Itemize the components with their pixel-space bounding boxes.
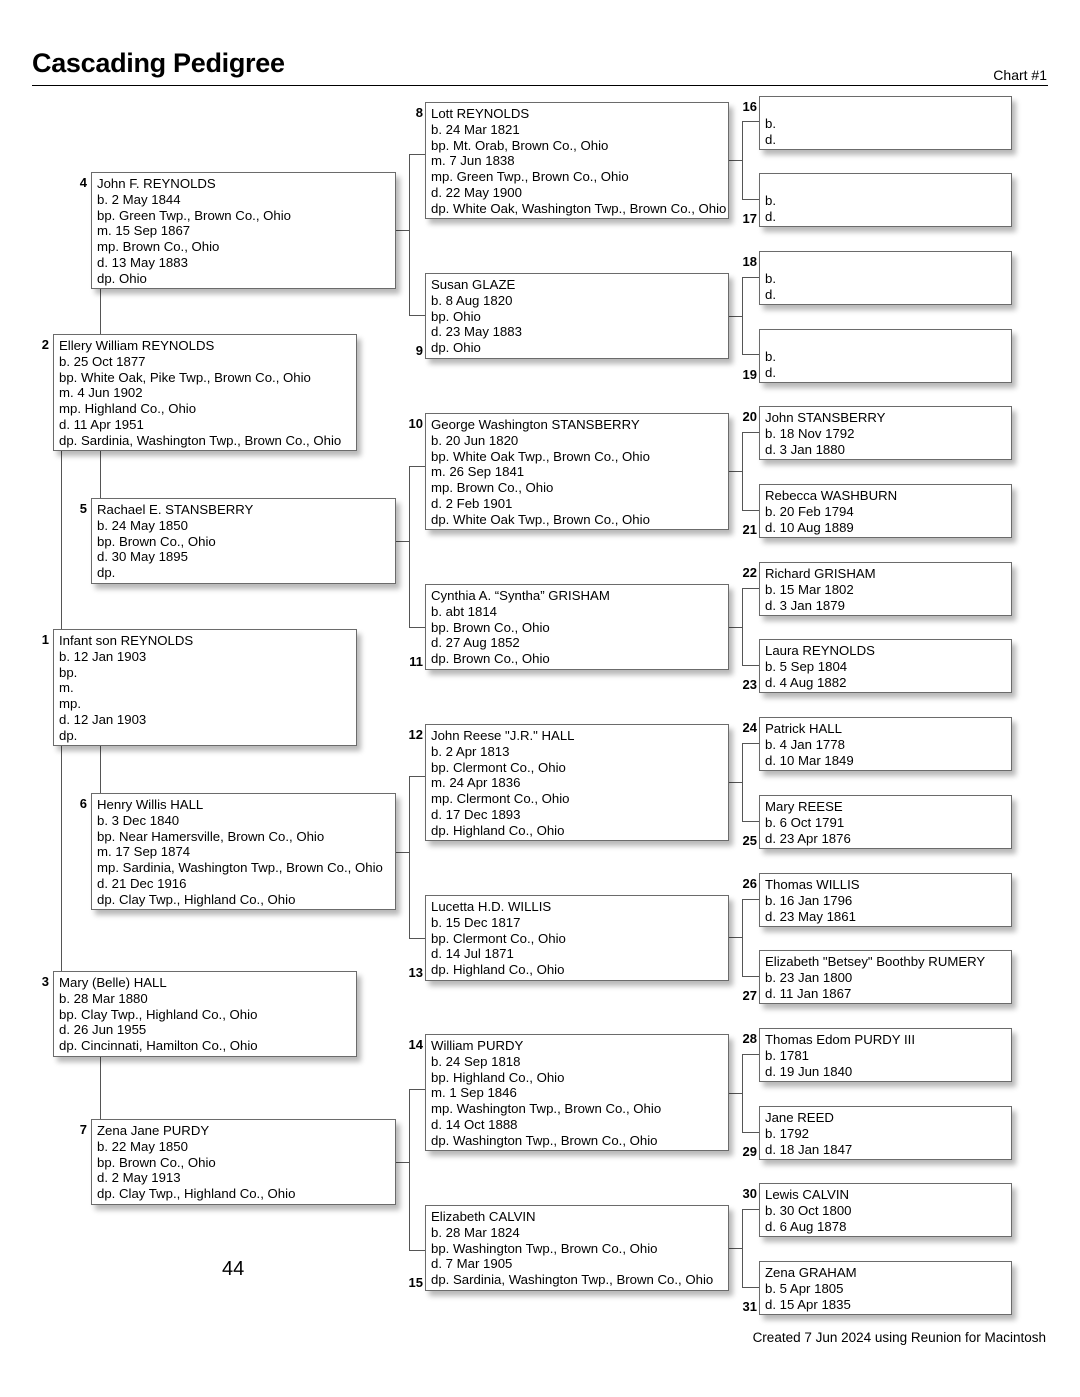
- ahnentafel-number: 15: [408, 1275, 423, 1290]
- person-detail: b. 1781: [765, 1047, 809, 1063]
- person-detail: mp. Clermont Co., Ohio: [431, 791, 570, 807]
- ahnentafel-number: 3: [41, 974, 49, 989]
- ahnentafel-number: 22: [742, 565, 757, 580]
- person-detail: d.: [765, 364, 776, 380]
- title-rule: [32, 85, 1048, 86]
- person-name: Infant son REYNOLDS: [59, 633, 194, 648]
- person-box: [425, 584, 729, 670]
- ahnentafel-number: 1: [41, 632, 49, 647]
- person-box: [91, 793, 396, 910]
- connector-line: [742, 743, 743, 821]
- ahnentafel-number: 25: [742, 833, 757, 848]
- person-detail: d. 23 Apr 1876: [765, 830, 851, 846]
- ahnentafel-number: 30: [742, 1186, 757, 1201]
- connector-line: [100, 289, 101, 335]
- ahnentafel-number: 4: [79, 175, 87, 190]
- connector-line: [742, 588, 743, 665]
- person-detail: d. 23 May 1883: [431, 324, 522, 340]
- chart-number: Chart #1: [993, 67, 1047, 83]
- person-detail: m. 24 Apr 1836: [431, 775, 521, 791]
- connector-line: [742, 1209, 759, 1210]
- person-detail: mp. Sardinia, Washington Twp., Brown Co., Ohio: [97, 860, 383, 876]
- ahnentafel-number: 23: [742, 677, 757, 692]
- person-box: [759, 1028, 1012, 1082]
- person-box: [759, 251, 1012, 305]
- ahnentafel-number: 2: [41, 337, 49, 352]
- person-detail: bp. White Oak, Pike Twp., Brown Co., Ohio: [59, 369, 311, 385]
- person-box: [759, 950, 1012, 1004]
- connector-line: [742, 354, 759, 355]
- connector-line: [729, 937, 742, 938]
- person-detail: d. 26 Jun 1955: [59, 1022, 147, 1038]
- person-detail: d. 13 May 1883: [97, 254, 188, 270]
- connector-line: [742, 432, 759, 433]
- person-detail: b. 15 Dec 1817: [431, 914, 521, 930]
- connector-line: [409, 154, 426, 155]
- person-name: [765, 333, 1011, 349]
- connector-line: [742, 121, 743, 199]
- connector-line: [742, 1209, 743, 1287]
- person-name: Lucetta H.D. WILLIS: [431, 899, 552, 914]
- person-detail: b. abt 1814: [431, 603, 497, 619]
- person-name: George Washington STANSBERRY: [431, 417, 640, 432]
- person-name: Jane REED: [765, 1110, 834, 1125]
- person-name: Zena Jane PURDY: [97, 1123, 210, 1138]
- person-detail: d. 17 Dec 1893: [431, 806, 521, 822]
- person-detail: b. 8 Aug 1820: [431, 292, 513, 308]
- connector-line: [742, 899, 759, 900]
- person-detail: d. 10 Aug 1889: [765, 519, 854, 535]
- person-detail: bp. Brown Co., Ohio: [97, 533, 216, 549]
- person-name: Thomas WILLIS: [765, 877, 860, 892]
- person-detail: b.: [765, 270, 776, 286]
- person-box: [759, 484, 1012, 538]
- connector-line: [61, 746, 62, 971]
- person-detail: b. 4 Jan 1778: [765, 736, 845, 752]
- person-detail: bp. Brown Co., Ohio: [97, 1154, 216, 1170]
- person-detail: dp. Highland Co., Ohio: [431, 822, 565, 838]
- ahnentafel-number: 13: [408, 965, 423, 980]
- person-box: [759, 562, 1012, 616]
- connector-line: [729, 782, 742, 783]
- person-detail: d. 19 Jun 1840: [765, 1063, 853, 1079]
- person-name: Susan GLAZE: [431, 277, 516, 292]
- person-box: [53, 334, 357, 451]
- connector-line: [395, 230, 410, 231]
- connector-line: [729, 316, 742, 317]
- person-name: Lewis CALVIN: [765, 1187, 850, 1202]
- person-detail: mp. Green Twp., Brown Co., Ohio: [431, 169, 629, 185]
- person-detail: m. 26 Sep 1841: [431, 464, 525, 480]
- ahnentafel-number: 29: [742, 1144, 757, 1159]
- person-name: Lott REYNOLDS: [431, 106, 530, 121]
- connector-line: [100, 746, 101, 794]
- connector-line: [742, 121, 759, 122]
- person-detail: dp. White Oak, Washington Twp., Brown Co., Ohio: [431, 200, 727, 216]
- person-detail: mp. Highland Co., Ohio: [59, 401, 197, 417]
- connector-line: [61, 451, 62, 630]
- ahnentafel-number: 7: [79, 1122, 87, 1137]
- person-name: Laura REYNOLDS: [765, 643, 875, 658]
- person-detail: bp. Highland Co., Ohio: [431, 1069, 565, 1085]
- person-box: [759, 1106, 1012, 1160]
- person-detail: b. 5 Apr 1805: [765, 1280, 844, 1296]
- connector-line: [409, 1089, 426, 1090]
- person-detail: d. 3 Jan 1879: [765, 597, 845, 613]
- person-box: [759, 873, 1012, 927]
- person-detail: b.: [765, 192, 776, 208]
- person-detail: d. 4 Aug 1882: [765, 674, 847, 690]
- person-detail: b. 12 Jan 1903: [59, 648, 147, 664]
- connector-line: [409, 466, 410, 627]
- person-detail: d.: [765, 208, 776, 224]
- connector-line: [409, 315, 426, 316]
- person-detail: dp.: [97, 565, 116, 581]
- ahnentafel-number: 12: [408, 727, 423, 742]
- ahnentafel-number: 20: [742, 409, 757, 424]
- person-detail: d. 12 Jan 1903: [59, 711, 147, 727]
- ahnentafel-number: 5: [79, 501, 87, 516]
- person-detail: bp. Brown Co., Ohio: [431, 619, 550, 635]
- person-detail: d. 18 Jan 1847: [765, 1141, 853, 1157]
- ahnentafel-number: 10: [408, 416, 423, 431]
- person-box: [53, 971, 357, 1057]
- person-name: Thomas Edom PURDY III: [765, 1032, 915, 1047]
- person-detail: dp. Sardinia, Washington Twp., Brown Co., Ohio: [431, 1272, 714, 1288]
- person-detail: bp. Green Twp., Brown Co., Ohio: [97, 207, 291, 223]
- page-number: 44: [222, 1258, 245, 1280]
- person-detail: d. 11 Apr 1951: [59, 416, 144, 432]
- person-box: [759, 795, 1012, 849]
- person-name: Elizabeth CALVIN: [431, 1209, 536, 1224]
- person-detail: m. 4 Jun 1902: [59, 385, 143, 401]
- connector-line: [100, 451, 101, 499]
- ahnentafel-number: 16: [742, 99, 757, 114]
- person-detail: d. 10 Mar 1849: [765, 752, 854, 768]
- person-detail: bp. Clermont Co., Ohio: [431, 759, 566, 775]
- ahnentafel-number: 14: [408, 1037, 423, 1052]
- person-detail: b. 20 Jun 1820: [431, 432, 519, 448]
- person-detail: b. 24 May 1850: [97, 517, 188, 533]
- person-detail: d. 6 Aug 1878: [765, 1218, 847, 1234]
- person-detail: d. 22 May 1900: [431, 184, 522, 200]
- person-name: [765, 177, 1011, 193]
- person-box: [425, 1034, 729, 1151]
- person-detail: bp. Mt. Orab, Brown Co., Ohio: [431, 137, 609, 153]
- person-name: Mary (Belle) HALL: [59, 975, 167, 990]
- person-box: [759, 717, 1012, 771]
- connector-line: [100, 1057, 101, 1120]
- connector-line: [409, 627, 426, 628]
- ahnentafel-number: 8: [415, 105, 423, 120]
- ahnentafel-number: 18: [742, 254, 757, 269]
- person-detail: b. 24 Mar 1821: [431, 121, 520, 137]
- person-box: [759, 1183, 1012, 1237]
- person-box: [759, 329, 1012, 383]
- ahnentafel-number: 9: [415, 343, 423, 358]
- person-detail: d.: [765, 286, 776, 302]
- person-detail: b. 2 May 1844: [97, 191, 181, 207]
- person-detail: d. 2 May 1913: [97, 1170, 181, 1186]
- person-detail: d. 15 Apr 1835: [765, 1296, 851, 1312]
- connector-line: [742, 510, 759, 511]
- connector-line: [409, 154, 410, 315]
- ahnentafel-number: 28: [742, 1031, 757, 1046]
- person-name: Rachael E. STANSBERRY: [97, 502, 254, 517]
- person-detail: b. 30 Oct 1800: [765, 1202, 852, 1218]
- person-detail: m. 1 Sep 1846: [431, 1085, 517, 1101]
- footer-credit: Created 7 Jun 2024 using Reunion for Macintosh: [752, 1330, 1046, 1345]
- person-box: [425, 413, 729, 530]
- connector-line: [742, 277, 743, 354]
- ahnentafel-number: 31: [742, 1299, 757, 1314]
- page-title: Cascading Pedigree: [32, 48, 285, 78]
- connector-line: [742, 199, 759, 200]
- connector-line: [409, 1250, 426, 1251]
- person-box: [759, 96, 1012, 150]
- connector-line: [742, 665, 759, 666]
- person-name: John STANSBERRY: [765, 410, 886, 425]
- person-detail: bp.: [59, 664, 78, 680]
- person-name: Elizabeth "Betsey" Boothby RUMERY: [765, 954, 986, 969]
- connector-line: [742, 899, 743, 976]
- person-detail: d. 23 May 1861: [765, 908, 856, 924]
- connector-line: [409, 938, 426, 939]
- ahnentafel-number: 19: [742, 367, 757, 382]
- connector-line: [742, 821, 759, 822]
- connector-line: [742, 588, 759, 589]
- person-name: [765, 100, 1011, 116]
- person-name: Cynthia A. “Syntha” GRISHAM: [431, 588, 610, 603]
- connector-line: [409, 776, 426, 777]
- person-name: Richard GRISHAM: [765, 566, 876, 581]
- connector-line: [742, 1287, 759, 1288]
- person-name: [765, 255, 1011, 271]
- connector-line: [395, 852, 410, 853]
- person-detail: b. 25 Oct 1877: [59, 353, 146, 369]
- connector-line: [729, 1093, 742, 1094]
- person-detail: bp. Clay Twp., Highland Co., Ohio: [59, 1006, 258, 1022]
- person-name: Ellery William REYNOLDS: [59, 338, 215, 353]
- person-detail: b. 20 Feb 1794: [765, 503, 854, 519]
- person-name: John Reese "J.R." HALL: [431, 728, 575, 743]
- person-detail: b.: [765, 348, 776, 364]
- person-detail: dp. Brown Co., Ohio: [431, 651, 550, 667]
- person-box: [759, 406, 1012, 460]
- person-detail: b. 3 Dec 1840: [97, 812, 180, 828]
- person-box: [91, 1119, 396, 1205]
- person-detail: mp.: [59, 696, 81, 712]
- person-detail: d. 11 Jan 1867: [765, 985, 852, 1001]
- person-detail: d. 27 Aug 1852: [431, 635, 520, 651]
- person-detail: d. 14 Oct 1888: [431, 1116, 518, 1132]
- connector-line: [742, 1054, 759, 1055]
- person-box: [759, 1261, 1012, 1315]
- person-detail: b. 5 Sep 1804: [765, 658, 848, 674]
- person-detail: d.: [765, 131, 776, 147]
- person-box: [425, 273, 729, 359]
- person-detail: d. 7 Mar 1905: [431, 1256, 513, 1272]
- person-detail: b. 15 Mar 1802: [765, 581, 854, 597]
- person-detail: dp. White Oak Twp., Brown Co., Ohio: [431, 511, 650, 527]
- person-box: [53, 629, 357, 746]
- person-detail: b. 1792: [765, 1125, 809, 1141]
- person-detail: bp. Washington Twp., Brown Co., Ohio: [431, 1240, 658, 1256]
- ahnentafel-number: 21: [742, 522, 757, 537]
- person-detail: m. 7 Jun 1838: [431, 153, 515, 169]
- person-detail: b. 22 May 1850: [97, 1138, 188, 1154]
- connector-line: [742, 432, 743, 510]
- ahnentafel-number: 24: [742, 720, 757, 735]
- person-box: [425, 895, 729, 981]
- person-box: [91, 498, 396, 584]
- person-box: [425, 1205, 729, 1291]
- person-name: John F. REYNOLDS: [97, 176, 216, 191]
- person-detail: dp.: [59, 727, 78, 743]
- person-detail: bp. Ohio: [431, 308, 481, 324]
- ahnentafel-number: 27: [742, 988, 757, 1003]
- connector-line: [729, 627, 742, 628]
- person-box: [425, 724, 729, 841]
- connector-line: [409, 776, 410, 938]
- person-name: Henry Willis HALL: [97, 797, 204, 812]
- person-detail: dp. Washington Twp., Brown Co., Ohio: [431, 1132, 658, 1148]
- person-name: Mary REESE: [765, 799, 843, 814]
- person-detail: dp. Ohio: [97, 270, 147, 286]
- person-detail: mp. Brown Co., Ohio: [431, 480, 554, 496]
- person-detail: d. 21 Dec 1916: [97, 875, 187, 891]
- person-detail: b. 28 Mar 1824: [431, 1224, 520, 1240]
- person-detail: b. 28 Mar 1880: [59, 990, 148, 1006]
- person-detail: d. 3 Jan 1880: [765, 441, 845, 457]
- person-detail: b. 18 Nov 1792: [765, 425, 855, 441]
- connector-line: [409, 1089, 410, 1250]
- person-detail: b. 2 Apr 1813: [431, 743, 510, 759]
- person-detail: dp. Ohio: [431, 340, 481, 356]
- connector-line: [742, 277, 759, 278]
- person-detail: b. 23 Jan 1800: [765, 969, 853, 985]
- person-detail: dp. Clay Twp., Highland Co., Ohio: [97, 891, 296, 907]
- person-detail: bp. White Oak Twp., Brown Co., Ohio: [431, 448, 650, 464]
- person-detail: dp. Highland Co., Ohio: [431, 962, 565, 978]
- connector-line: [729, 1248, 742, 1249]
- connector-line: [395, 541, 410, 542]
- ahnentafel-number: 11: [409, 654, 423, 669]
- person-detail: m. 15 Sep 1867: [97, 223, 191, 239]
- connector-line: [395, 1162, 410, 1163]
- person-detail: dp. Sardinia, Washington Twp., Brown Co., Ohio: [59, 432, 342, 448]
- person-detail: b. 24 Sep 1818: [431, 1053, 521, 1069]
- person-name: William PURDY: [431, 1038, 524, 1053]
- person-detail: mp. Brown Co., Ohio: [97, 239, 220, 255]
- person-name: Rebecca WASHBURN: [765, 488, 898, 503]
- person-detail: d. 14 Jul 1871: [431, 946, 514, 962]
- person-detail: mp. Washington Twp., Brown Co., Ohio: [431, 1101, 662, 1117]
- person-detail: dp. Clay Twp., Highland Co., Ohio: [97, 1186, 296, 1202]
- person-detail: b.: [765, 115, 776, 131]
- person-box: [91, 172, 396, 289]
- person-name: Zena GRAHAM: [765, 1265, 857, 1280]
- person-detail: dp. Cincinnati, Hamilton Co., Ohio: [59, 1038, 258, 1054]
- person-box: [425, 102, 729, 219]
- person-detail: b. 6 Oct 1791: [765, 814, 845, 830]
- connector-line: [409, 466, 426, 467]
- connector-line: [742, 1054, 743, 1132]
- connector-line: [729, 471, 742, 472]
- connector-line: [742, 743, 759, 744]
- person-box: [759, 173, 1012, 227]
- connector-line: [742, 976, 759, 977]
- person-detail: bp. Near Hamersville, Brown Co., Ohio: [97, 828, 325, 844]
- person-detail: b. 16 Jan 1796: [765, 892, 853, 908]
- ahnentafel-number: 17: [742, 211, 757, 226]
- connector-line: [742, 1132, 759, 1133]
- ahnentafel-number: 6: [79, 796, 87, 811]
- person-detail: m. 17 Sep 1874: [97, 844, 191, 860]
- person-detail: m.: [59, 680, 74, 696]
- person-detail: bp. Clermont Co., Ohio: [431, 930, 566, 946]
- person-name: Patrick HALL: [765, 721, 842, 736]
- person-box: [759, 639, 1012, 693]
- ahnentafel-number: 26: [742, 876, 757, 891]
- person-detail: d. 2 Feb 1901: [431, 495, 513, 511]
- connector-line: [729, 160, 742, 161]
- person-detail: d. 30 May 1895: [97, 549, 188, 565]
